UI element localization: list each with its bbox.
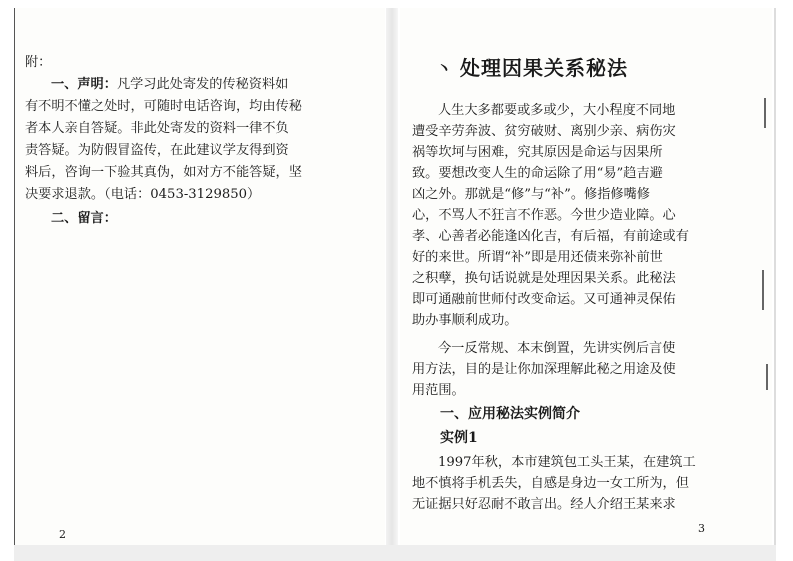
declaration-line-4: 责答疑。为防假冒盗传，在此建议学友得到资: [25, 143, 289, 158]
paragraph-1-line-10: 即可通融前世师付改变命运。又可通神灵保佑: [412, 292, 676, 307]
chapter-title: 处理因果关系秘法: [460, 56, 628, 80]
page-number-left: 2: [59, 528, 66, 541]
scan-bottom-edge: [14, 545, 776, 561]
declaration-text: 凡学习此处寄发的传秘资料如: [116, 77, 289, 92]
message-title: 二、留言：: [51, 211, 117, 226]
section-title: 一、应用秘法实例简介: [440, 406, 580, 422]
example-title: 实例1: [440, 430, 478, 446]
scan-artifact: [764, 98, 766, 128]
scan-artifact: [762, 270, 764, 310]
paragraph-1-line-6: 心，不骂人不狂言不作恶。今世少造业障。心: [412, 208, 676, 223]
scan-artifact: [766, 364, 768, 390]
paragraph-1-line-3: 祸等坎坷与困难，究其原因是命运与因果所: [412, 145, 663, 160]
title-mark: 丶: [436, 59, 453, 78]
paragraph-1-line-11: 助办事顺利成功。: [412, 313, 518, 328]
paragraph-1-line-7: 孝、心善者必能逢凶化吉，有后福，有前途或有: [412, 229, 689, 244]
paragraph-2-line-3: 用范围。: [412, 383, 465, 398]
declaration-line-6: 决要求退款。（电话：0453-3129850）: [25, 187, 261, 202]
paragraph-1-line-2: 遭受辛劳奔波、贫穷破财、离别少亲、病伤灾: [412, 124, 676, 139]
paragraph-1-line-9: 之积孽，换句话说就是处理因果关系。此秘法: [412, 271, 676, 286]
page-edge: [774, 8, 776, 548]
declaration-line-3: 者本人亲自答疑。非此处寄发的资料一律不负: [25, 121, 289, 136]
paragraph-3-line-1: 1997年秋，本市建筑包工头王某，在建筑工: [438, 455, 696, 470]
appendix-heading: 附：: [25, 55, 52, 70]
paragraph-1-line-8: 好的来世。所谓“补”即是用还债来弥补前世: [412, 250, 663, 265]
left-page: [14, 8, 385, 548]
book-gutter: [386, 8, 398, 548]
declaration-line-5: 料后，咨询一下验其真伪，如对方不能答疑，坚: [25, 165, 302, 180]
declaration-line-2: 有不明不懂之处时，可随时电话咨询，均由传秘: [25, 99, 302, 114]
paragraph-2-line-1: 今一反常规、本末倒置，先讲实例后言使: [438, 341, 676, 356]
paragraph-2-line-2: 用方法，目的是让你加深理解此秘之用途及使: [412, 362, 676, 377]
paragraph-1-line-4: 致。要想改变人生的命运除了用“易”趋吉避: [412, 166, 663, 181]
page-number-right: 3: [698, 522, 705, 535]
paragraph-1-line-5: 凶之外。那就是“修”与“补”。修指修嘴修: [412, 187, 650, 202]
declaration-line-1: [25, 74, 377, 96]
declaration-title: 一、声明：: [51, 77, 117, 92]
paragraph-3-line-2: 地不慎将手机丢失，自感是身边一女工所为，但: [412, 476, 689, 491]
paragraph-1-line-1: 人生大多都要或多或少，大小程度不同地: [438, 103, 676, 118]
paragraph-3-line-3: 无证据只好忍耐不敢言出。经人介绍王某来求: [412, 497, 676, 512]
right-page: [400, 8, 772, 548]
